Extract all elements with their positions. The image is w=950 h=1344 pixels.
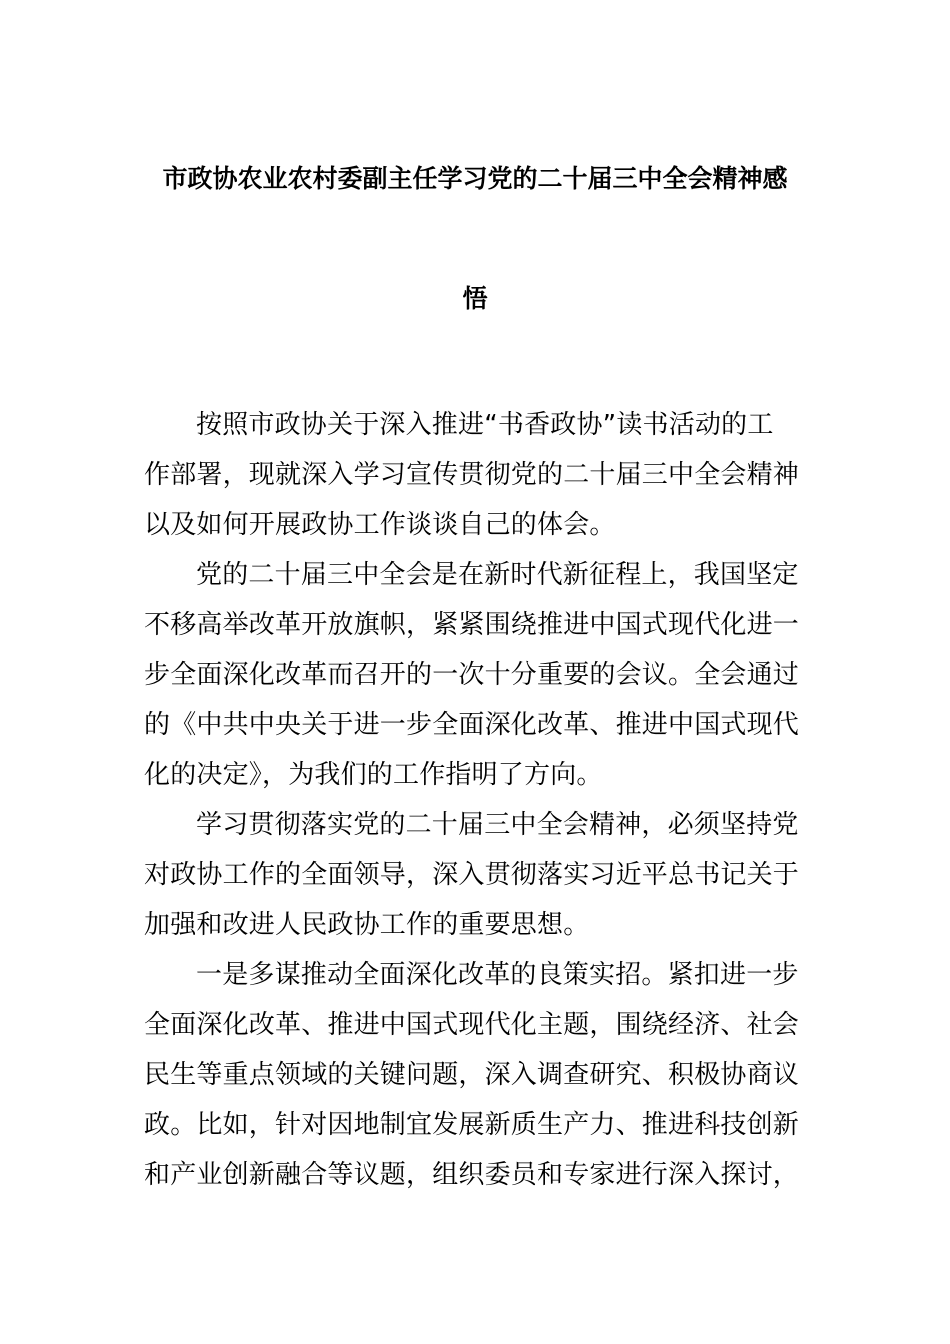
document-title-line-1: 市政协农业农村委副主任学习党的二十届三中全会精神感: [162, 164, 788, 193]
paragraph-line: 对政协工作的全面领导，深入贯彻落实习近平总书记关于: [144, 860, 800, 890]
paragraph-line: 以及如何开展政协工作谈谈自己的体会。: [144, 510, 616, 540]
paragraph-line: 化的决定》，为我们的工作指明了方向。: [144, 760, 603, 790]
paragraph-3: [144, 800, 806, 950]
paragraph-2: [144, 550, 806, 800]
paragraph-line: 党的二十届三中全会是在新时代新征程上，我国坚定: [196, 560, 799, 590]
paragraph-line: 和产业创新融合等议题，组织委员和专家进行深入探讨，: [144, 1160, 800, 1190]
paragraph-line: 步全面深化改革而召开的一次十分重要的会议。全会通过: [144, 660, 800, 690]
paragraph-line: 民生等重点领域的关键问题，深入调查研究、积极协商议: [144, 1060, 800, 1090]
paragraph-line: 加强和改进人民政协工作的重要思想。: [144, 910, 590, 940]
paragraph-line: 全面深化改革、推进中国式现代化主题，围绕经济、社会: [144, 1010, 800, 1040]
paragraph-line: 作部署，现就深入学习宣传贯彻党的二十届三中全会精神: [144, 460, 800, 490]
paragraph-4: [144, 950, 806, 1200]
document-title-line-2: 悟: [462, 284, 488, 313]
paragraph-line: 的《中共中央关于进一步全面深化改革、推进中国式现代: [144, 710, 800, 740]
document-body: [144, 400, 806, 1200]
paragraph-line: 不移高举改革开放旗帜，紧紧围绕推进中国式现代化进一: [144, 610, 800, 640]
paragraph-line: 按照市政协关于深入推进“书香政协”读书活动的工: [196, 410, 774, 440]
paragraph-line: 学习贯彻落实党的二十届三中全会精神，必须坚持党: [196, 810, 799, 840]
paragraph-1: [144, 400, 806, 550]
paragraph-line: 政。比如，针对因地制宜发展新质生产力、推进科技创新: [144, 1110, 800, 1140]
paragraph-line: 一是多谋推动全面深化改革的良策实招。紧扣进一步: [196, 960, 799, 990]
